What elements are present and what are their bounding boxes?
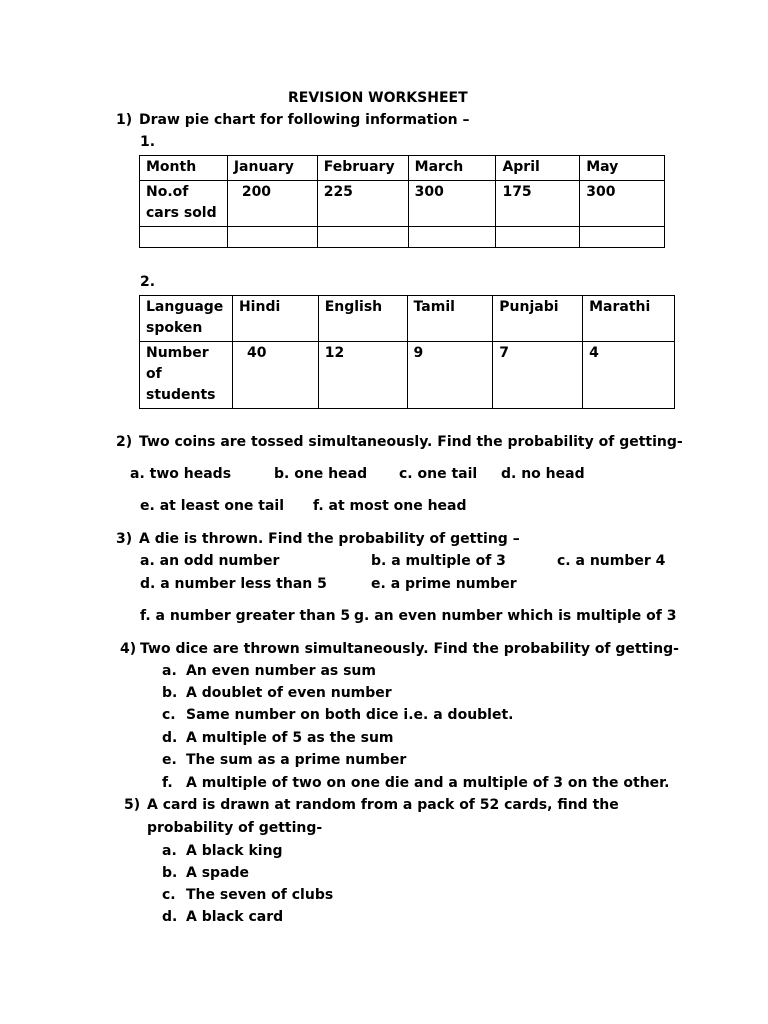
table-cell: 7 xyxy=(493,342,583,409)
q2-option: f. at most one head xyxy=(313,498,467,514)
table-header-cell: Marathi xyxy=(583,296,675,342)
q5-item-letter: c. xyxy=(162,887,176,903)
q2-option: b. one head xyxy=(274,466,368,482)
q4-number: 4) xyxy=(120,641,137,657)
q3-text: A die is thrown. Find the probability of getting – xyxy=(139,531,520,547)
q5-item-letter: d. xyxy=(162,909,178,925)
q2-option: c. one tail xyxy=(399,466,478,482)
table-row-label: No.of cars sold xyxy=(140,181,228,227)
q5-item-text: A black king xyxy=(186,843,283,859)
table-header-cell: February xyxy=(317,156,408,181)
table-header-cell: March xyxy=(408,156,496,181)
q3-option: f. a number greater than 5 xyxy=(140,608,351,624)
table-row xyxy=(140,156,665,181)
q5-number: 5) xyxy=(124,797,141,813)
q4-item-text: An even number as sum xyxy=(186,663,376,679)
q3-option: c. a number 4 xyxy=(557,553,666,569)
q4-item-text: A multiple of two on one die and a multiple of 3 on the other. xyxy=(186,775,670,791)
table-cell: 4 xyxy=(583,342,675,409)
language-table xyxy=(139,295,675,409)
q4-item-letter: c. xyxy=(162,707,176,723)
table-cell-empty xyxy=(580,227,665,248)
table-cell: 300 xyxy=(580,181,665,227)
q1-part2-number: 2. xyxy=(140,274,156,290)
table-row-empty xyxy=(140,227,665,248)
table-row xyxy=(140,342,675,409)
q3-option: g. an even number which is multiple of 3 xyxy=(354,608,677,624)
q4-item-letter: b. xyxy=(162,685,178,701)
q5-text-line2: probability of getting- xyxy=(147,820,323,836)
table-cell-empty xyxy=(140,227,228,248)
q2-option: e. at least one tail xyxy=(140,498,285,514)
q5-item-text: The seven of clubs xyxy=(186,887,334,903)
table-row xyxy=(140,181,665,227)
q3-option: a. an odd number xyxy=(140,553,280,569)
table-header-cell: May xyxy=(580,156,665,181)
q5-item-letter: a. xyxy=(162,843,177,859)
table-cell-empty xyxy=(317,227,408,248)
q4-item-text: Same number on both dice i.e. a doublet. xyxy=(186,707,514,723)
table-cell: 300 xyxy=(408,181,496,227)
table-row xyxy=(140,296,675,342)
table-cell: 40 xyxy=(232,342,318,409)
table-cell: 200 xyxy=(227,181,317,227)
q5-text-line1: A card is drawn at random from a pack of 52 cards, find the xyxy=(147,797,619,813)
q2-option: d. no head xyxy=(501,466,585,482)
table-cell: 9 xyxy=(407,342,493,409)
q4-item-letter: a. xyxy=(162,663,177,679)
q1-number: 1) xyxy=(116,112,133,128)
q2-option: a. two heads xyxy=(130,466,232,482)
q1-part1-number: 1. xyxy=(140,134,156,150)
page-title: REVISION WORKSHEET xyxy=(288,90,468,106)
q3-option: d. a number less than 5 xyxy=(140,576,327,592)
q3-option: b. a multiple of 3 xyxy=(371,553,506,569)
q1-text: Draw pie chart for following information – xyxy=(139,112,470,128)
q3-number: 3) xyxy=(116,531,133,547)
table-header-cell: April xyxy=(496,156,580,181)
table-header-cell: Language spoken xyxy=(140,296,233,342)
table-cell: 175 xyxy=(496,181,580,227)
q4-item-letter: e. xyxy=(162,752,177,768)
q4-item-letter: f. xyxy=(162,775,173,791)
q5-item-letter: b. xyxy=(162,865,178,881)
q5-item-text: A spade xyxy=(186,865,250,881)
table-header-cell: January xyxy=(227,156,317,181)
q2-number: 2) xyxy=(116,434,133,450)
table-cell: 12 xyxy=(318,342,407,409)
q4-item-text: A multiple of 5 as the sum xyxy=(186,730,394,746)
table-cell-empty xyxy=(496,227,580,248)
q5-item-text: A black card xyxy=(186,909,284,925)
q4-text: Two dice are thrown simultaneously. Find the probability of getting- xyxy=(140,641,679,657)
table-header-cell: English xyxy=(318,296,407,342)
q2-text: Two coins are tossed simultaneously. Find the probability of getting- xyxy=(139,434,683,450)
table-header-cell: Hindi xyxy=(232,296,318,342)
q3-option: e. a prime number xyxy=(371,576,517,592)
table-row-label: Number of students xyxy=(140,342,233,409)
q4-item-text: The sum as a prime number xyxy=(186,752,407,768)
cars-sold-table xyxy=(139,155,665,248)
q4-item-letter: d. xyxy=(162,730,178,746)
table-cell: 225 xyxy=(317,181,408,227)
table-header-cell: Month xyxy=(140,156,228,181)
table-header-cell: Tamil xyxy=(407,296,493,342)
table-cell-empty xyxy=(408,227,496,248)
q4-item-text: A doublet of even number xyxy=(186,685,392,701)
table-cell-empty xyxy=(227,227,317,248)
table-header-cell: Punjabi xyxy=(493,296,583,342)
